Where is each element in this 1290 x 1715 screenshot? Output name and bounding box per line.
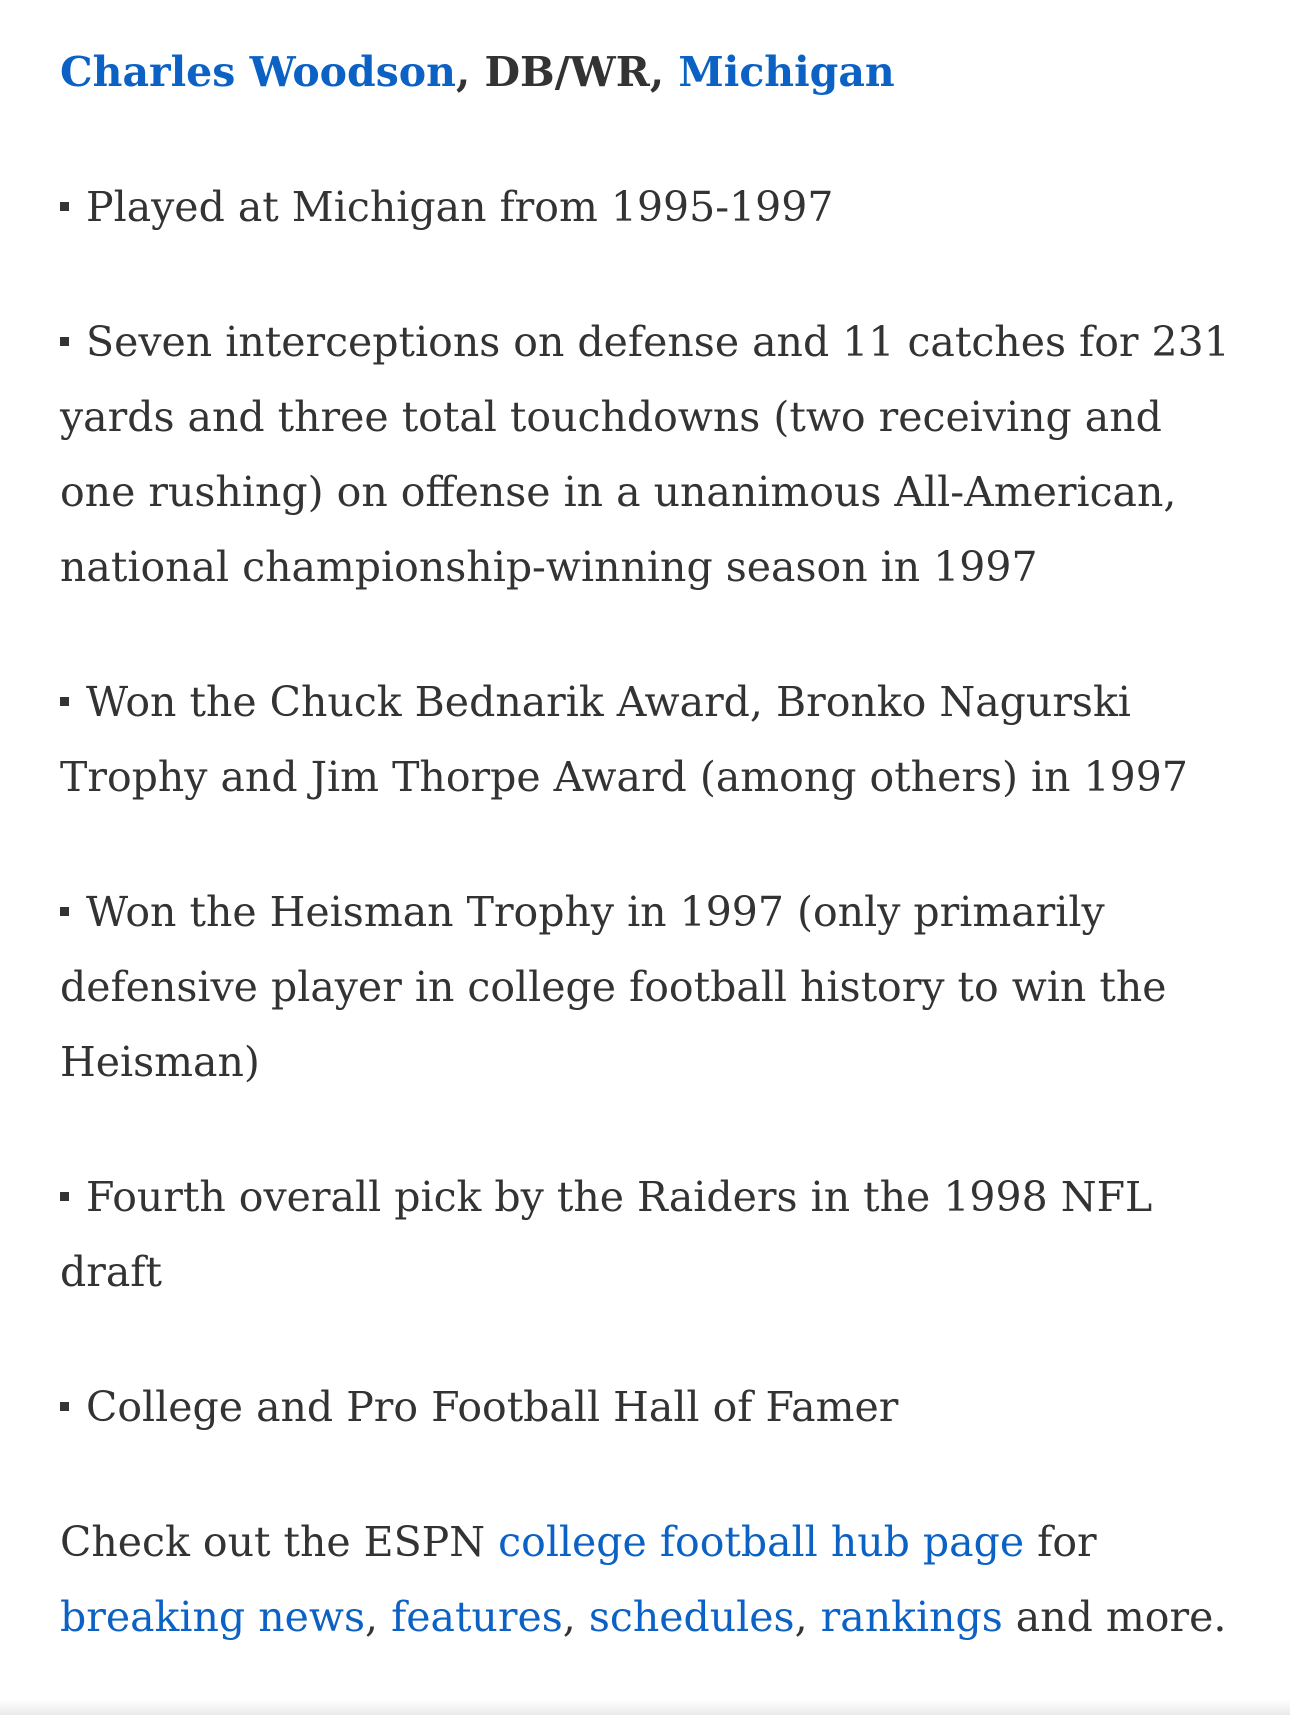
player-heading (60, 42, 895, 102)
bullet-item (60, 170, 1240, 245)
bullet-text: Won the Heisman Trophy in 1997 (only primarily defensive player in college football history to win the Heisman) (60, 888, 1167, 1086)
features-link[interactable]: features (391, 1593, 563, 1641)
player-position: DB/WR (484, 48, 650, 96)
espn-hub-promo (60, 1505, 1240, 1655)
heading-separator: , (455, 48, 485, 96)
player-name-link[interactable]: Charles Woodson (60, 48, 456, 96)
rankings-link[interactable]: rankings (820, 1593, 1003, 1641)
breaking-news-link[interactable]: breaking news (60, 1593, 365, 1641)
page-bottom-edge (0, 1700, 1290, 1715)
square-bullet-icon (60, 202, 69, 211)
schedules-link[interactable]: schedules (588, 1593, 795, 1641)
promo-comma: , (365, 1593, 392, 1641)
bullet-text: Seven interceptions on defense and 11 catches for 231 yards and three total touchdowns (two receiving and one rushing) on offense in a unanimous All-American, national championship-winning season in 1997 (60, 318, 1230, 591)
bullet-item (60, 305, 1240, 605)
square-bullet-icon (60, 1402, 69, 1411)
promo-text: for (1024, 1518, 1097, 1566)
bullet-text: College and Pro Football Hall of Famer (86, 1383, 899, 1431)
bullet-item (60, 1160, 1240, 1310)
square-bullet-icon (60, 337, 69, 346)
bullet-text: Won the Chuck Bednarik Award, Bronko Nagurski Trophy and Jim Thorpe Award (among others) in 1997 (60, 678, 1188, 801)
promo-text: and more. (1002, 1593, 1227, 1641)
square-bullet-icon (60, 1192, 69, 1201)
college-football-hub-link[interactable]: college football hub page (498, 1518, 1025, 1566)
promo-comma: , (794, 1593, 821, 1641)
bullet-item (60, 1370, 1240, 1445)
bullet-item (60, 665, 1240, 815)
heading-separator: , (649, 48, 679, 96)
square-bullet-icon (60, 697, 69, 706)
bullet-item (60, 875, 1240, 1100)
school-link[interactable]: Michigan (678, 48, 895, 96)
promo-text: Check out the ESPN (60, 1518, 499, 1566)
promo-comma: , (562, 1593, 589, 1641)
bullet-text: Played at Michigan from 1995-1997 (86, 183, 834, 231)
bullet-text: Fourth overall pick by the Raiders in the 1998 NFL draft (60, 1173, 1153, 1296)
square-bullet-icon (60, 907, 69, 916)
